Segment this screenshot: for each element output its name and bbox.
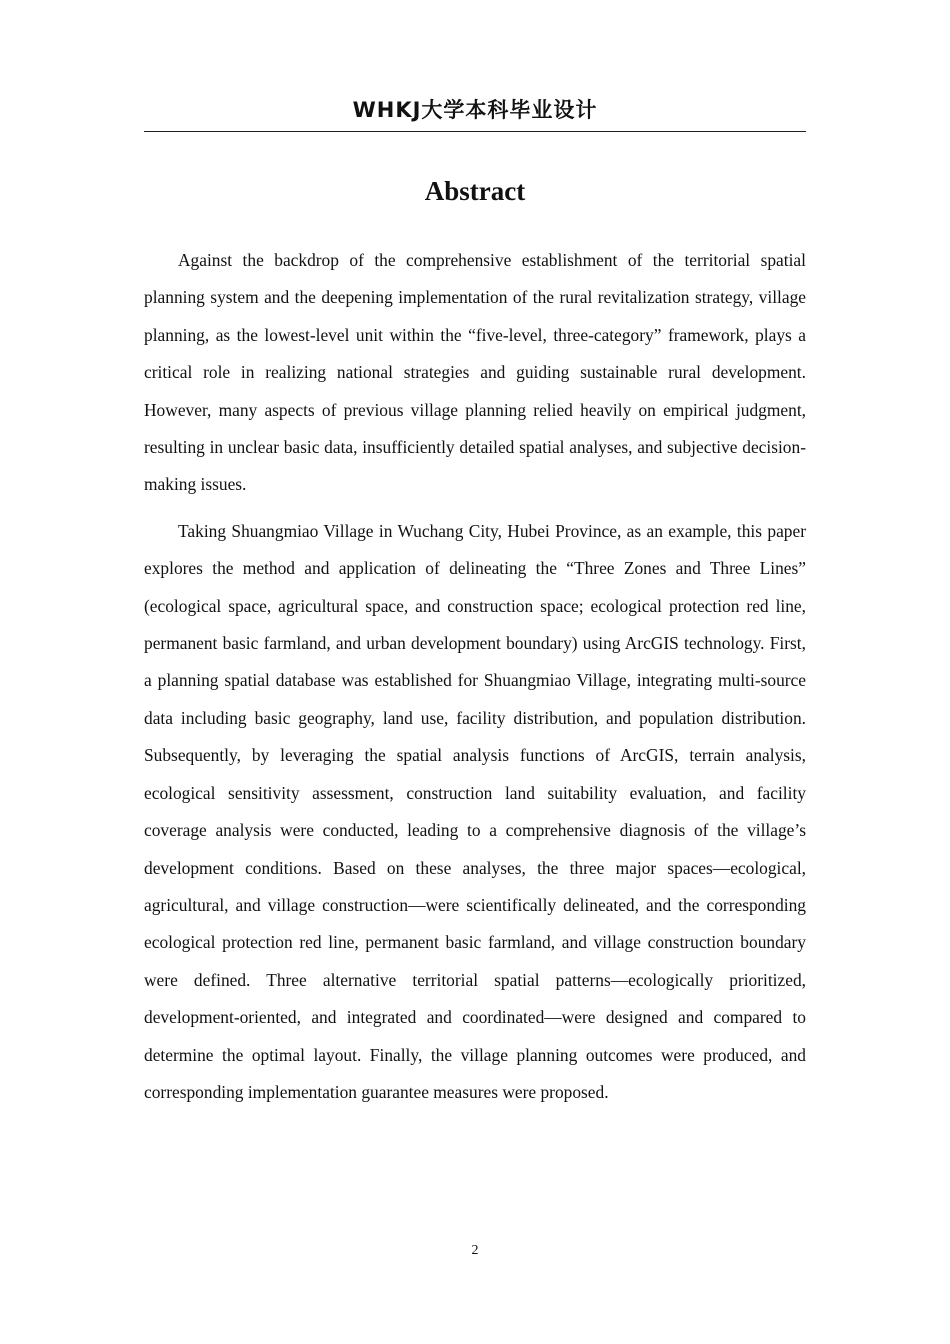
page-number: 2 bbox=[471, 1243, 479, 1258]
running-header: WHKJ大学本科毕业设计 bbox=[352, 98, 598, 122]
page-title: Abstract bbox=[424, 176, 526, 206]
abstract-paragraph-1: Against the backdrop of the comprehensive establishment of the territorial spatial planning system and the deepening implementation of the rural revitalization strategy, village planning, as the lowest-level unit within the “five-level, three-category” framework, plays a critical role in realizing national strategies and guiding sustainable rural development. However, many aspects of previous village planning relied heavily on empirical judgment, resulting in unclear basic data, insufficiently detailed spatial analyses, and subjective decision-making issues. bbox=[144, 250, 806, 495]
header-divider bbox=[144, 131, 806, 132]
abstract-paragraph-2: Taking Shuangmiao Village in Wuchang City, Hubei Province, as an example, this paper explores the method and application of delineating the “Three Zones and Three Lines” (ecological space, agricultural space, and construction space; ecological protection red line, permanent basic farmland, and urban development boundary) using ArcGIS technology. First, a planning spatial database was established for Shuangmiao Village, integrating multi-source data including basic geography, land use, facility distribution, and population distribution. Subsequently, by leveraging the spatial analysis functions of ArcGIS, terrain analysis, ecological sensitivity assessment, construction land suitability evaluation, and facility coverage analysis were conducted, leading to a comprehensive diagnosis of the village’s development conditions. Based on these analyses, the three major spaces—ecological, agricultural, and village construction—were scientifically delineated, and the corresponding ecological protection red line, permanent basic farmland, and village construction boundary were defined. Three alternative territorial spatial patterns—ecologically prioritized, development-oriented, and integrated and coordinated—were designed and compared to determine the optimal layout. Finally, the village planning outcomes were produced, and corresponding implementation guarantee measures were proposed. bbox=[144, 520, 806, 1102]
abstract-body bbox=[144, 242, 806, 1120]
